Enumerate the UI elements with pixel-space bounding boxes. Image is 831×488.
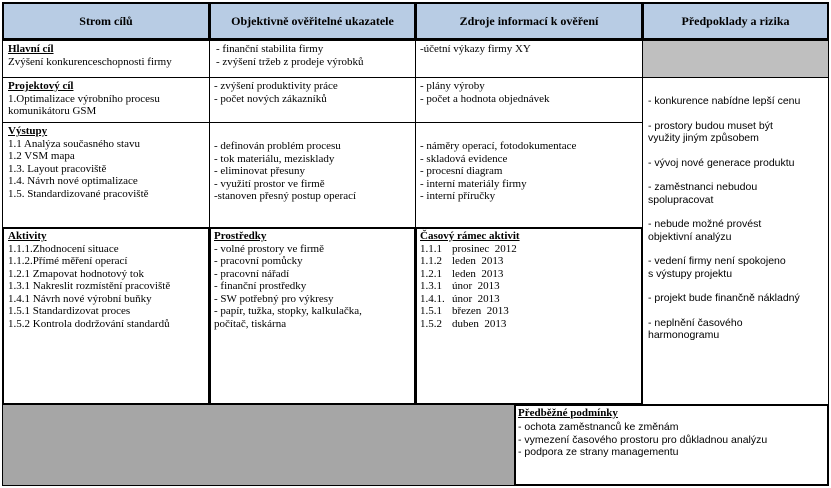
timeline-date: únor 2013	[452, 292, 500, 305]
timeline-code: 1.3.1	[420, 280, 442, 292]
timeline-date: leden 2013	[452, 255, 504, 267]
source-item: - procesní diagram	[420, 165, 503, 177]
riziko-line: harmonogramu	[648, 329, 720, 341]
cell-bottom-gray	[2, 404, 515, 486]
riziko-item	[648, 120, 800, 145]
vystup-item: 1.5. Standardizované pracoviště	[8, 187, 149, 200]
source-item: - náměry operací, fotodokumentace	[420, 140, 577, 152]
riziko-item	[648, 95, 800, 108]
source-item: - počet a hodnota objednávek	[420, 92, 550, 105]
prostredky-title: Prostředky	[214, 230, 267, 242]
header-zdroje	[415, 2, 643, 40]
aktivita-item: 1.1.2.Přímé měření operací	[8, 255, 128, 267]
vystup-item: 1.4. Návrh nové optimalizace	[8, 175, 138, 187]
indicator-item: - zvýšení tržeb z prodeje výrobků	[216, 55, 364, 68]
prostredek-item: - pracovní nářadí	[214, 267, 290, 280]
header-label: Předpoklady a rizika	[681, 13, 790, 28]
timeline-code: 1.5.2	[420, 317, 442, 330]
timeline-date: leden 2013	[452, 267, 504, 280]
header-ukazatele	[209, 2, 416, 40]
podminka-item: - ochota zaměstnanců ke změnám	[518, 421, 679, 433]
riziko-line: - nebude možné provést	[648, 218, 762, 230]
casovy-ramec-title: Časový rámec aktivit	[420, 230, 520, 242]
indicator-item: - eliminovat přesuny	[214, 165, 306, 177]
header-predpoklady	[642, 2, 829, 40]
aktivita-item: 1.4.1 Návrh nové výrobní buňky	[8, 292, 152, 305]
hlavni-cil-text: Zvýšení konkurenceschopnosti firmy	[8, 55, 172, 68]
vystupy-title: Výstupy	[8, 125, 48, 137]
hlavni-cil-indicators	[216, 43, 364, 68]
riziko-line: - vývoj nové generace produktu	[648, 156, 795, 169]
riziko-line: s výstupy projektu	[648, 267, 733, 280]
riziko-line: - vedení firmy není spokojeno	[648, 255, 786, 267]
predpoklady-list	[648, 95, 800, 342]
prostredky-block	[214, 230, 362, 330]
vystupy-indicators	[214, 140, 356, 203]
timeline-row	[420, 293, 520, 306]
source-item: - plány výroby	[420, 80, 485, 92]
timeline-row	[420, 268, 520, 281]
indicator-item: - využití prostor ve firmě	[214, 177, 325, 190]
indicator-item: - počet nových zákazníků	[214, 92, 327, 105]
timeline-code: 1.5.1	[420, 305, 442, 317]
vystup-item: 1.1 Analýza současného stavu	[8, 137, 140, 150]
prostredek-item: - finanční prostředky	[214, 280, 307, 292]
cell-hlavni-predpoklady-gray	[642, 40, 829, 78]
vystupy-block	[8, 125, 149, 200]
aktivita-item: 1.1.1.Zhodnocení situace	[8, 242, 119, 255]
indicator-item: - finanční stabilita firmy	[216, 43, 324, 55]
timeline-code: 1.4.1.	[420, 292, 445, 305]
projektovy-cil-block	[8, 80, 160, 118]
riziko-item	[648, 255, 800, 280]
prostredek-item: - papír, tužka, stopky, kalkulačka,	[214, 305, 362, 317]
timeline-date: únor 2013	[452, 280, 500, 292]
predbezne-podminky-list	[518, 421, 767, 459]
header-strom-cilu	[2, 2, 210, 40]
timeline-row	[420, 255, 520, 268]
predbezne-podminky-block	[518, 407, 618, 420]
hlavni-cil-title: Hlavní cíl	[8, 43, 54, 55]
header-label: Strom cílů	[79, 13, 133, 28]
hlavni-cil-block	[8, 43, 172, 68]
timeline-code: 1.1.1	[420, 242, 442, 255]
riziko-line: spolupracovat	[648, 193, 714, 206]
timeline-date: březen 2013	[452, 305, 509, 317]
riziko-line: - zaměstnanci nebudou	[648, 181, 758, 193]
vystup-item: 1.3. Layout pracoviště	[8, 162, 107, 175]
riziko-item	[648, 157, 800, 170]
timeline-code: 1.1.2	[420, 255, 442, 267]
aktivity-title: Aktivity	[8, 230, 47, 242]
timeline-date: prosinec 2012	[452, 242, 517, 255]
casovy-ramec-block	[420, 230, 520, 330]
aktivity-block	[8, 230, 170, 330]
indicator-item: - zvýšení produktivity práce	[214, 80, 338, 92]
prostredek-item: - volné prostory ve firmě	[214, 242, 324, 255]
projektovy-cil-title: Projektový cíl	[8, 80, 74, 92]
riziko-item	[648, 317, 800, 342]
riziko-line: - prostory budou muset být	[648, 119, 773, 132]
prostredek-item: - pracovní pomůcky	[214, 255, 303, 267]
aktivita-item: 1.5.1 Standardizovat proces	[8, 305, 131, 317]
vystupy-sources	[420, 140, 576, 203]
indicator-item: -stanoven přesný postup operací	[214, 190, 357, 202]
hlavni-cil-sources	[420, 43, 531, 56]
projektovy-cil-indicators	[214, 80, 338, 105]
projektovy-cil-sources	[420, 80, 550, 105]
projektovy-cil-text: 1.Optimalizace výrobního procesu	[8, 92, 160, 105]
riziko-line: objektivní analýzu	[648, 230, 732, 243]
source-item: - interní materiály firmy	[420, 177, 527, 190]
riziko-line: - konkurence nabídne lepší cenu	[648, 95, 801, 107]
riziko-line: - projekt bude finančně nákladný	[648, 292, 800, 304]
riziko-item	[648, 181, 800, 206]
riziko-line: - neplnění časového	[648, 316, 743, 329]
header-label: Objektivně ověřitelné ukazatele	[231, 13, 394, 28]
predbezne-podminky-title: Předběžné podmínky	[518, 407, 618, 419]
aktivita-item: 1.5.2 Kontrola dodržování standardů	[8, 317, 170, 330]
prostredek-item: - SW potřebný pro výkresy	[214, 292, 334, 305]
timeline-row	[420, 305, 520, 318]
source-item: - skladová evidence	[420, 152, 508, 165]
vystup-item: 1.2 VSM mapa	[8, 150, 75, 162]
podminka-item: - vymezení časového prostoru pro důkladnou analýzu	[518, 433, 768, 446]
prostredek-item: počítač, tiskárna	[214, 317, 287, 330]
aktivita-item: 1.3.1 Nakreslit rozmístění pracoviště	[8, 280, 171, 292]
aktivita-item: 1.2.1 Zmapovat hodnotový tok	[8, 267, 144, 280]
source-item: -účetní výkazy firmy XY	[420, 43, 531, 55]
timeline-row	[420, 318, 520, 331]
indicator-item: - definován problém procesu	[214, 140, 341, 152]
source-item: - interní příručky	[420, 190, 496, 202]
header-label: Zdroje informací k ověření	[459, 13, 599, 28]
riziko-item	[648, 218, 800, 243]
timeline-date: duben 2013	[452, 317, 507, 330]
podminka-item: - podpora ze strany managementu	[518, 446, 679, 458]
timeline-row	[420, 243, 520, 256]
projektovy-cil-text: komunikátoru GSM	[8, 105, 97, 117]
indicator-item: - tok materiálu, mezisklady	[214, 152, 335, 165]
timeline-code: 1.2.1	[420, 267, 442, 280]
timeline-row	[420, 280, 520, 293]
riziko-item	[648, 292, 800, 305]
riziko-line: využity jiným způsobem	[648, 132, 759, 144]
